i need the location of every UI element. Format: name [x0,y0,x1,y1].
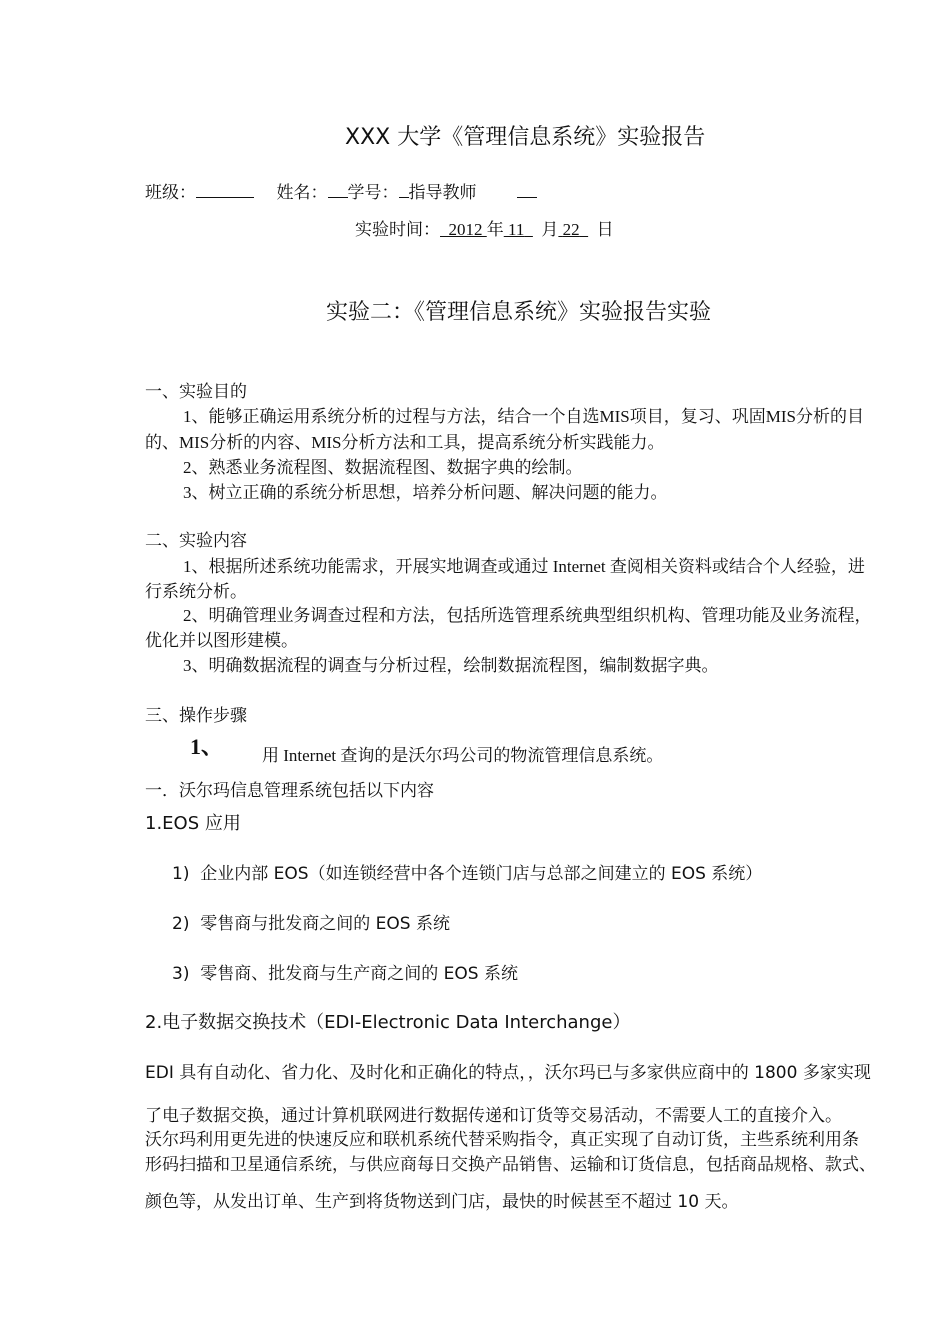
teacher-label: 指导教师 [408,183,477,202]
teacher-blank [517,182,537,198]
month-value: 11 [508,220,525,239]
edi-line1: EDI 具有自动化、省力化、及时化和正确化的特点，，沃尔玛已与多家供应商中的 1800 多家实现 [145,1063,871,1083]
edi-line4: 形码扫描和卫星通信系统，与供应商每日交换产品销售、运输和订货信息，包括商品规格、款式、 [145,1155,876,1175]
section1-p3: 3、树立正确的系统分析思想，培养分析问题、解决问题的能力。 [183,483,668,502]
year-value: 2012 [448,220,483,239]
section1-heading: 一、实验目的 [145,382,247,401]
section2-p1-line1: 1、根据所述系统功能需求，开展实地调查或通过 Internet 查阅相关资料或结合个人经验，进 [183,557,865,576]
student-id-blank [399,182,409,198]
edi-line3: 沃尔玛利用更先进的快速反应和联机系统代替采购指令，真正实现了自动订货，主些系统利用条 [145,1130,859,1150]
student-id-label: 学号： [347,183,399,202]
eos-item-text: 企业内部 EOS（如连锁经营中各个连锁门店与总部之间建立的 EOS 系统） [200,864,763,884]
report-title: XXX 大学《管理信息系统》实验报告 [345,125,706,150]
section2-p3: 3、明确数据流程的调查与分析过程，绘制数据流程图，编制数据字典。 [183,656,719,675]
experiment-title-main: 实验二：《管理信息系统》实验报告 [326,300,668,325]
section2-p1-line2: 行系统分析。 [145,582,247,601]
day-value: 22 [562,220,580,239]
eos-item [172,959,518,984]
time-label: 实验时间： [355,220,440,239]
eos-item-text: 零售商、批发商与生产商之间的 EOS 系统 [200,964,518,984]
name-label: 姓名： [276,183,328,202]
section1-p1-line2: 的、MIS分析的内容、MIS分析方法和工具，提高系统分析实践能力。 [145,433,665,452]
step-number: 1、 [190,734,224,759]
edi-heading: 2.电子数据交换技术（EDI-Electronic Data Interchange） [145,1012,631,1033]
name-blank [328,182,348,198]
eos-item-num: 3) [172,964,190,984]
eos-item-text: 零售商与批发商之间的 EOS 系统 [200,914,450,934]
eos-heading: 1.EOS 应用 [145,813,241,834]
day-unit: 日 [596,220,614,239]
eos-item [172,909,450,934]
eos-item-num: 2) [172,914,190,934]
step-text: 用 Internet 查询的是沃尔玛公司的物流管理信息系统。 [262,746,664,765]
experiment-title [326,295,711,326]
class-label: 班级： [145,183,196,202]
eos-item [172,859,762,884]
info-line [145,178,537,203]
edi-line5: 颜色等，从发出订单、生产到将货物送到门店，最快的时候甚至不超过 10 天。 [145,1192,739,1212]
eos-item-num: 1) [172,864,190,884]
sub-heading: 一．沃尔玛信息管理系统包括以下内容 [145,781,434,800]
section2-heading: 二、实验内容 [145,531,247,550]
month-unit: 月 [541,220,559,239]
section2-p2-line1: 2、明确管理业务调查过程和方法，包括所选管理系统典型组织机构、管理功能及业务流程， [183,606,872,625]
time-line [355,215,614,240]
year-unit: 年 [486,220,504,239]
section3-heading: 三、操作步骤 [145,706,247,725]
class-blank [196,182,254,198]
section1-p1-line1: 1、能够正确运用系统分析的过程与方法，结合一个自选MIS项目，复习、巩固MIS分析的目 [183,407,864,426]
edi-line2: 了电子数据交换，通过计算机联网进行数据传递和订货等交易活动，不需要人工的直接介入。 [145,1106,842,1126]
experiment-title-suffix: 实验 [667,299,712,324]
section1-p2: 2、熟悉业务流程图、数据流程图、数据字典的绘制。 [183,458,583,477]
section2-p2-line2: 优化并以图形建模。 [145,631,298,650]
